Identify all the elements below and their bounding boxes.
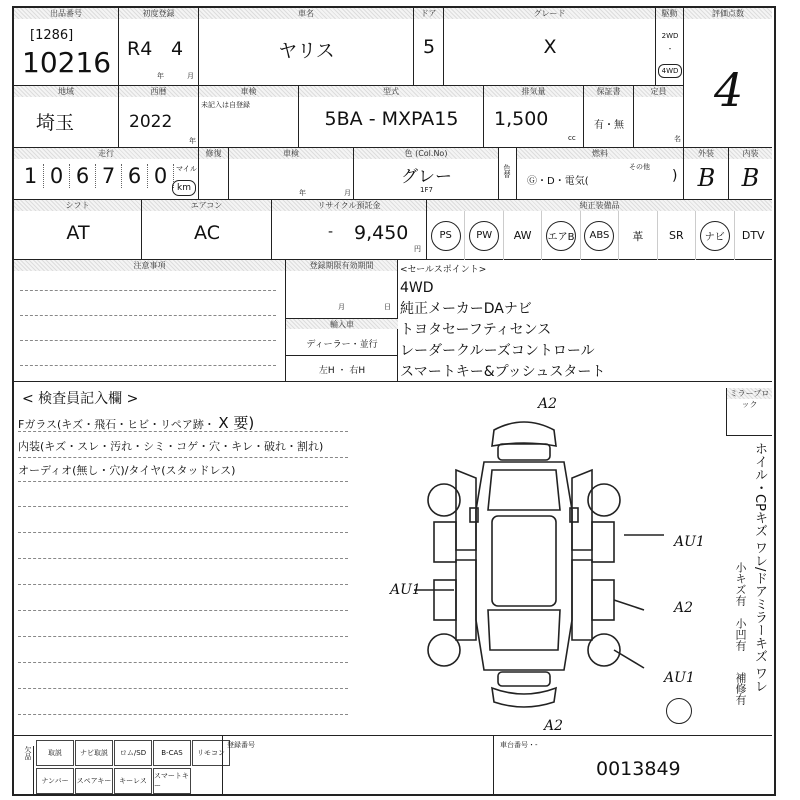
- color-change-cell: [499, 148, 517, 200]
- fuel-options: Ⓖ・D・電気(: [527, 176, 589, 187]
- inspector-line: [18, 636, 348, 637]
- sales-point: 純正メーカーDAナビ: [400, 301, 532, 317]
- sales-points-label: <セールスポイント>: [400, 265, 487, 275]
- model-code-cell: [299, 86, 484, 148]
- inspection-cell: [199, 86, 299, 148]
- registration-expiry-cell: [286, 260, 398, 382]
- sales-points-cell: [398, 260, 772, 382]
- footer: [14, 736, 772, 794]
- doors-value: 5: [422, 36, 436, 58]
- inspector-line: [18, 506, 348, 507]
- equipment-item: [735, 211, 772, 260]
- score-label: 評価点数: [684, 8, 772, 19]
- western-year-label: 西暦: [119, 86, 198, 97]
- registration-expiry-label: 登録期限有効期間: [286, 260, 397, 271]
- mileage-digits: [18, 164, 174, 188]
- sales-points-list: [400, 278, 770, 383]
- footer-item: ナンバー: [36, 768, 74, 794]
- side-note-sub2: 小凹有: [734, 618, 747, 651]
- capacity-cell: [634, 86, 684, 148]
- equipment-label: 純正装備品: [427, 200, 772, 211]
- equipment-item: [427, 211, 465, 260]
- recycle-dash: -: [328, 224, 334, 240]
- sales-point: レーダークルーズコントロール: [400, 343, 595, 359]
- notes-cell: [14, 260, 286, 382]
- mileage-digit: 0: [44, 164, 70, 188]
- region-label: 地域: [14, 86, 118, 97]
- footer-item: ナビ取説: [75, 740, 113, 766]
- footer-item: 取説: [36, 740, 74, 766]
- shift-cell: [14, 200, 142, 260]
- grade-label: グレード: [444, 8, 655, 19]
- car-diagram: [374, 400, 674, 730]
- lot-number-label: 出品番号: [14, 8, 118, 19]
- steering-option: 左H ・ 右H: [318, 365, 366, 376]
- mileage-label: 走行: [14, 148, 198, 159]
- footer-item: スマートキー: [153, 768, 191, 794]
- aircon-label: エアコン: [142, 200, 271, 211]
- displacement-cell: [484, 86, 584, 148]
- notes-line: [20, 365, 276, 366]
- lot-number: 10216: [22, 46, 112, 79]
- damage-label-front: A2: [538, 396, 558, 412]
- registration-month: 4: [171, 38, 184, 60]
- model-name-cell: [199, 8, 414, 86]
- capacity-label: 定員: [634, 86, 683, 97]
- inspector-area: [14, 382, 772, 736]
- audio-line: オーディオ(無し・穴)/タイヤ(スタッドレス): [18, 462, 348, 482]
- damage-label-right-rear: A2: [674, 600, 694, 616]
- model-code-value: 5BA - MXPA15: [324, 108, 459, 130]
- mileage-unit: km: [172, 180, 196, 196]
- color-value: グレー: [401, 167, 452, 187]
- sales-point: 4WD: [400, 280, 434, 296]
- registration-number-label: 登録番号: [227, 741, 255, 749]
- era-year: R4: [127, 38, 153, 60]
- aircon-value: AC: [194, 222, 220, 244]
- inspection-note: 未記入は自登録: [201, 101, 250, 109]
- equipment-label: SR: [669, 229, 684, 242]
- side-note-sub1: 小キズ有: [734, 562, 747, 606]
- exterior-cell: [684, 148, 729, 200]
- notes-line: [20, 315, 276, 316]
- fuel-label: 燃料: [517, 148, 683, 159]
- warranty-cell: [584, 86, 634, 148]
- equipment-label: エアB: [546, 221, 576, 251]
- mileage-digit: 0: [148, 164, 174, 188]
- footer-items-top: [36, 740, 231, 766]
- equipment-label: ABS: [584, 221, 614, 251]
- model-name-label: 車名: [199, 8, 413, 19]
- repair-label: 修復: [199, 148, 228, 159]
- recycle-label: リサイクル預託金: [272, 200, 426, 211]
- warranty-label: 保証書: [584, 86, 633, 97]
- inspector-line: [18, 610, 348, 611]
- mileage-digit: 1: [18, 164, 44, 188]
- doors-label: ドア: [414, 8, 443, 19]
- color-label: 色 (Col.No): [354, 148, 498, 159]
- equipment-item: [504, 211, 542, 260]
- glass-text: Fガラス(キズ・飛石・ヒビ・リペア跡・: [18, 418, 215, 431]
- score-value: 4: [714, 63, 744, 117]
- equipment-label: PW: [469, 221, 499, 251]
- western-year-cell: [119, 86, 199, 148]
- side-note-sub3: 補修有: [734, 672, 747, 705]
- western-year-value: 2022: [129, 112, 173, 132]
- vi-month-unit: 月: [344, 189, 351, 197]
- fuel-cell: [517, 148, 684, 200]
- equipment-list: [427, 211, 772, 260]
- drive-label: 駆動: [656, 8, 683, 19]
- inspector-line: [18, 584, 348, 585]
- repair-cell: [199, 148, 229, 200]
- displacement-value: 1,500: [494, 108, 549, 130]
- color-cell: [354, 148, 499, 200]
- equipment-label: AW: [513, 229, 532, 242]
- vi-year-unit: 年: [299, 189, 306, 197]
- first-registration-cell: [119, 8, 199, 86]
- mileage-digit: 6: [70, 164, 96, 188]
- block-cell: [726, 388, 772, 436]
- model-code-label: 型式: [299, 86, 483, 97]
- region-value: 埼玉: [36, 112, 75, 134]
- glass-line: [18, 412, 348, 432]
- aircon-cell: [142, 200, 272, 260]
- sales-point: スマートキー&プッシュスタート: [400, 364, 606, 380]
- mileage-unit-top: マイル: [176, 165, 197, 173]
- equipment-label: PS: [431, 221, 461, 251]
- import-label: 輸入車: [286, 318, 398, 329]
- mileage-digit: 7: [96, 164, 122, 188]
- exterior-value: B: [697, 164, 716, 192]
- block-label: ミラーブロック: [727, 388, 772, 399]
- yen-unit: 円: [414, 245, 421, 253]
- grade-cell: [444, 8, 656, 86]
- damage-label-right-front: AU1: [674, 534, 705, 550]
- score-cell: [684, 8, 772, 148]
- auction-sheet: [12, 6, 776, 796]
- notes-line: [20, 340, 276, 341]
- lot-prefix: [1286]: [30, 28, 74, 43]
- footer-items-bottom: [36, 768, 192, 794]
- displacement-label: 排気量: [484, 86, 583, 97]
- damage-label-rear-right: AU1: [664, 670, 695, 686]
- inspector-title: < 検査員記入欄 >: [22, 391, 139, 407]
- warranty-value: 有・無: [594, 120, 624, 131]
- damage-label-left: AU1: [390, 582, 421, 598]
- footer-item: ロム/SD: [114, 740, 152, 766]
- mileage-digit: 6: [122, 164, 148, 188]
- equipment-label: 革: [632, 229, 644, 243]
- month-unit: 月: [187, 72, 194, 80]
- equipment-item: [581, 211, 619, 260]
- equipment-cell: [427, 200, 772, 260]
- recycle-value: 9,450: [354, 222, 409, 244]
- shift-value: AT: [66, 222, 90, 244]
- year-unit: 年: [157, 72, 164, 80]
- expiry-day-unit: 日: [384, 303, 391, 311]
- inspector-line: [18, 714, 348, 715]
- expiry-month-unit: 月: [338, 303, 345, 311]
- fuel-other: その他: [629, 163, 650, 171]
- footer-item: B-CAS: [153, 740, 191, 766]
- region-cell: [14, 86, 119, 148]
- vehicle-inspection-cell: [229, 148, 354, 200]
- drive-2wd: 2WD: [661, 32, 679, 40]
- equipment-label: ナビ: [700, 221, 730, 251]
- footer-item: スペアキー: [75, 768, 113, 794]
- model-name: ヤリス: [278, 40, 335, 62]
- equipment-item: [465, 211, 503, 260]
- side-note-main: ホイル・CPキズ ワレ/ドアミラーキズ ワレ: [752, 442, 767, 693]
- inspector-line: [18, 688, 348, 689]
- interior-line: 内装(キズ・スレ・汚れ・シミ・コゲ・穴・キレ・破れ・割れ): [18, 438, 348, 458]
- inspector-line: [18, 532, 348, 533]
- grade-value: X: [543, 36, 557, 58]
- missing-items-label: 欠品: [20, 746, 34, 794]
- notes-line: [20, 290, 276, 291]
- spare-tire-circle: [666, 698, 692, 724]
- inspection-label: 車検: [199, 86, 298, 97]
- damage-label-rear: A2: [544, 718, 564, 734]
- western-year-unit: 年: [189, 137, 196, 145]
- equipment-item: [696, 211, 734, 260]
- glass-mark: X 要): [218, 414, 255, 432]
- color-number: 1F7: [420, 186, 433, 194]
- first-registration-label: 初度登録: [119, 8, 198, 19]
- doors-cell: [414, 8, 444, 86]
- lot-number-cell: [14, 8, 119, 86]
- shift-label: シフト: [14, 200, 141, 211]
- chassis-number: 0013849: [596, 758, 681, 780]
- inspector-line: [18, 662, 348, 663]
- sales-point: トヨタセーフティセンス: [400, 322, 552, 338]
- inspector-line: [18, 558, 348, 559]
- drive-4wd: 4WD: [658, 64, 682, 78]
- footer-item: キーレス: [114, 768, 152, 794]
- fuel-close: ): [672, 168, 678, 184]
- equipment-item: [619, 211, 657, 260]
- interior-label: 内装: [729, 148, 772, 159]
- vehicle-inspection-label: 車検: [229, 148, 353, 159]
- interior-value: B: [741, 164, 760, 192]
- equipment-item: [542, 211, 580, 260]
- chassis-label: 車台番号・-: [500, 741, 538, 749]
- mileage-cell: [14, 148, 199, 200]
- drive-cell: 駆動 2WD ・ 4WD: [656, 8, 684, 86]
- capacity-unit: 名: [674, 135, 681, 143]
- registration-number-cell: [222, 736, 494, 794]
- notes-label: 注意事項: [14, 260, 285, 271]
- equipment-label: DTV: [741, 229, 765, 242]
- interior-cell: [729, 148, 772, 200]
- exterior-label: 外装: [684, 148, 728, 159]
- cc-unit: cc: [568, 134, 576, 142]
- footer-item: リモコン: [192, 740, 230, 766]
- color-change-label: 色替: [503, 164, 511, 178]
- dealer-option: ディーラー・並行: [286, 332, 398, 356]
- recycle-cell: [272, 200, 427, 260]
- equipment-item: [658, 211, 696, 260]
